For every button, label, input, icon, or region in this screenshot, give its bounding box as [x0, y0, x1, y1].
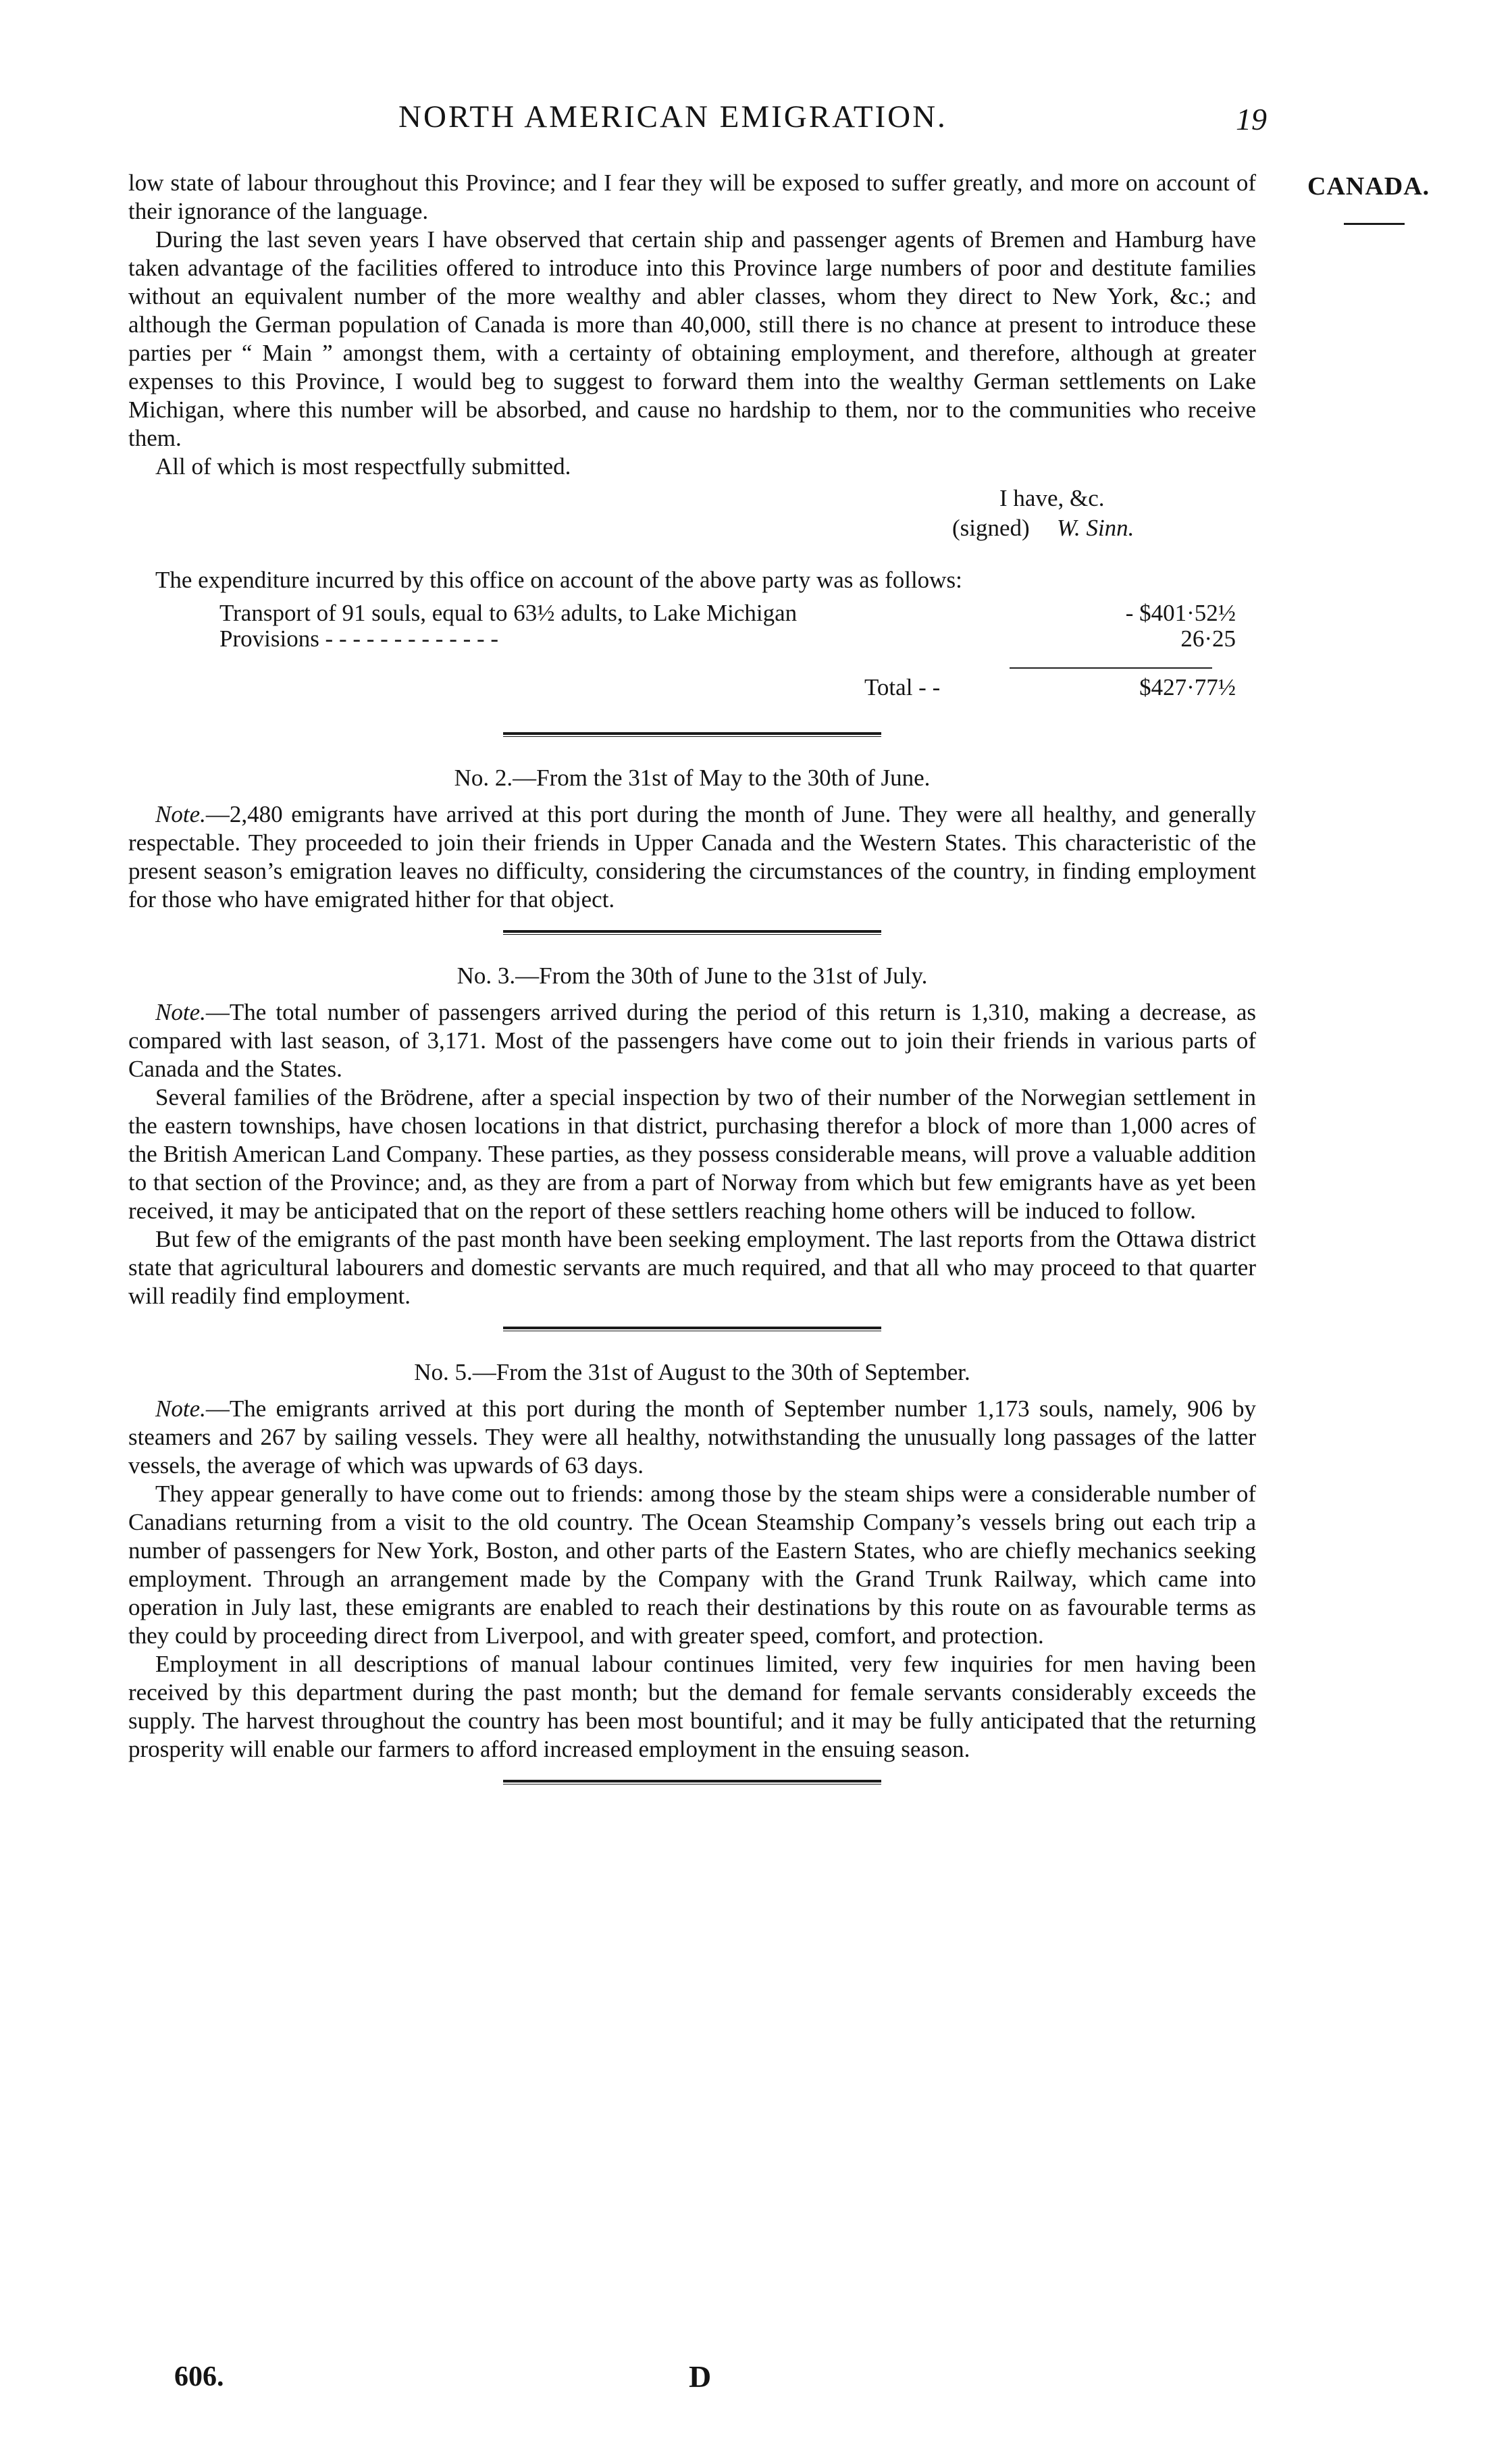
note-text: —The total number of passengers arrived during the period of this return is 1,310, making a decrease, as compared with last season, of 3,171. Most of the passengers have come out to join their friends in various parts of Canada and the States.	[128, 999, 1256, 1082]
section-heading: No. 3.—From the 30th of June to the 31st of July.	[456, 962, 928, 989]
expenditure-row-label: Transport of 91 souls, equal to 63½ adults, to Lake Michigan	[219, 600, 798, 626]
expenditure-total-label: Total - -	[864, 674, 941, 700]
section-heading: No. 2.—From the 31st of May to the 30th of June.	[454, 765, 931, 791]
note-label: Note.	[155, 1395, 206, 1422]
page-number: 19	[1236, 102, 1267, 136]
note-text: —The emigrants arrived at this port during the month of September number 1,173 souls, namely, 906 by steamers and 267 by sailing vessels. They were all healthy, notwithstanding the unusually long passages of the latter vessels, the average of which was upwards of 63 days.	[128, 1395, 1256, 1479]
section-paragraph: Several families of the Brödrene, after a special inspection by two of their number of the Norwegian settlement in the eastern townships, have chosen locations in that district, purchasing therefor a block of more than 1,000 acres of the British American Land Company. These parties, as they possess considerable means, will prove a valuable addition to that section of the Province; and, as they are from a part of Norway from which but few emigrants have as yet been received, it may be anticipated that on the report of these settlers reaching home others will be induced to follow.	[128, 1084, 1256, 1224]
section-heading: No. 5.—From the 31st of August to the 30th of September.	[414, 1359, 970, 1385]
expenditure-row-amount: 26·25	[1180, 625, 1236, 652]
section-paragraph	[128, 1395, 1256, 1480]
section-paragraph: But few of the emigrants of the past month have been seeking employment. The last reports from the Ottawa district state that agricultural labourers and domestic servants are much required, and that all who may proceed to that quarter will readily find employment.	[128, 1226, 1256, 1309]
letter-closing: All of which is most respectfully submitted.	[155, 453, 571, 480]
section-paragraph	[128, 998, 1256, 1083]
margin-note-canada: CANADA.	[1307, 172, 1430, 201]
signature-mark: D	[689, 2359, 712, 2394]
expenditure-row-label: Provisions - - - - - - - - - - - - -	[219, 625, 499, 652]
note-text: —2,480 emigrants have arrived at this port during the month of June. They were all healthy, and generally respectable. They proceeded to join their friends in Upper Canada and the Western States. This characteristic of the present season’s emigration leaves no difficulty, considering the circumstances of the country, in finding employment for those who have emigrated hither for that object.	[128, 801, 1256, 913]
letter-paragraph-2: During the last seven years I have observed that certain ship and passenger agents of Bremen and Hamburg have taken advantage of the facilities offered to introduce into this Province large numbers of poor and destitute families without an equivalent number of the more wealthy and abler classes, whom they direct to New York, &c.; and although the German population of Canada is more than 40,000, still there is no chance at present to introduce these parties per “ Main ” amongst them, with a certainty of obtaining employment, and therefore, although at greater expenses to this Province, I would beg to suggest to forward them into the wealthy German settlements on Lake Michigan, where this number will be absorbed, and cause no hardship to them, nor to the communities who receive them.	[128, 226, 1256, 451]
margin-rule	[1344, 223, 1405, 225]
running-head	[122, 99, 1270, 146]
section-divider	[503, 930, 881, 935]
expenditure-row-amount: - $401·52½	[1125, 600, 1236, 626]
section-paragraph	[128, 800, 1256, 914]
expenditure-intro: The expenditure incurred by this office on account of the above party was as follows:	[155, 567, 962, 593]
section-divider	[503, 1780, 881, 1785]
expenditure-total-amount: $427·77½	[1139, 674, 1236, 700]
section-paragraph: Employment in all descriptions of manual labour continues limited, very few inquiries for men having been received by this department during the past month; but the demand for female servants considerably exceeds the supply. The harvest throughout the country has been most bountiful; and it may be fully anticipated that the returning prosperity will enable our farmers to afford increased employment in the ensuing season.	[128, 1651, 1256, 1762]
note-label: Note.	[155, 801, 206, 827]
total-rule	[1010, 667, 1212, 669]
letter-paragraph-1: low state of labour throughout this Province; and I fear they will be exposed to suffer greatly, and more on account of their ignorance of the language.	[128, 170, 1256, 224]
section-divider	[503, 732, 881, 737]
section-paragraph: They appear generally to have come out to friends: among those by the steam ships were a considerable number of Canadians returning from a visit to the old country. The Ocean Steamship Company’s vessels bring out each trip a number of passengers for New York, Boston, and other parts of the Eastern States, who are chiefly mechanics seeking employment. Through an arrangement made by the Company with the Grand Trunk Railway, which came into operation in July last, these emigrants are enabled to reach their destinations by this route on as favourable terms as they could by proceeding direct from Liverpool, and with greater speed, comfort, and protection.	[128, 1481, 1256, 1649]
running-title: NORTH AMERICAN EMIGRATION.	[398, 99, 947, 134]
sheet-number: 606.	[174, 2361, 224, 2392]
expenditure-table	[128, 594, 1256, 716]
signature-block	[128, 481, 1256, 548]
signoff: I have, &c.	[999, 485, 1105, 511]
signed-label: (signed)	[952, 515, 1030, 541]
note-label: Note.	[155, 999, 206, 1025]
body-column	[128, 169, 1256, 1801]
section-divider	[503, 1327, 881, 1331]
signatory-name: W. Sinn.	[1057, 515, 1134, 541]
